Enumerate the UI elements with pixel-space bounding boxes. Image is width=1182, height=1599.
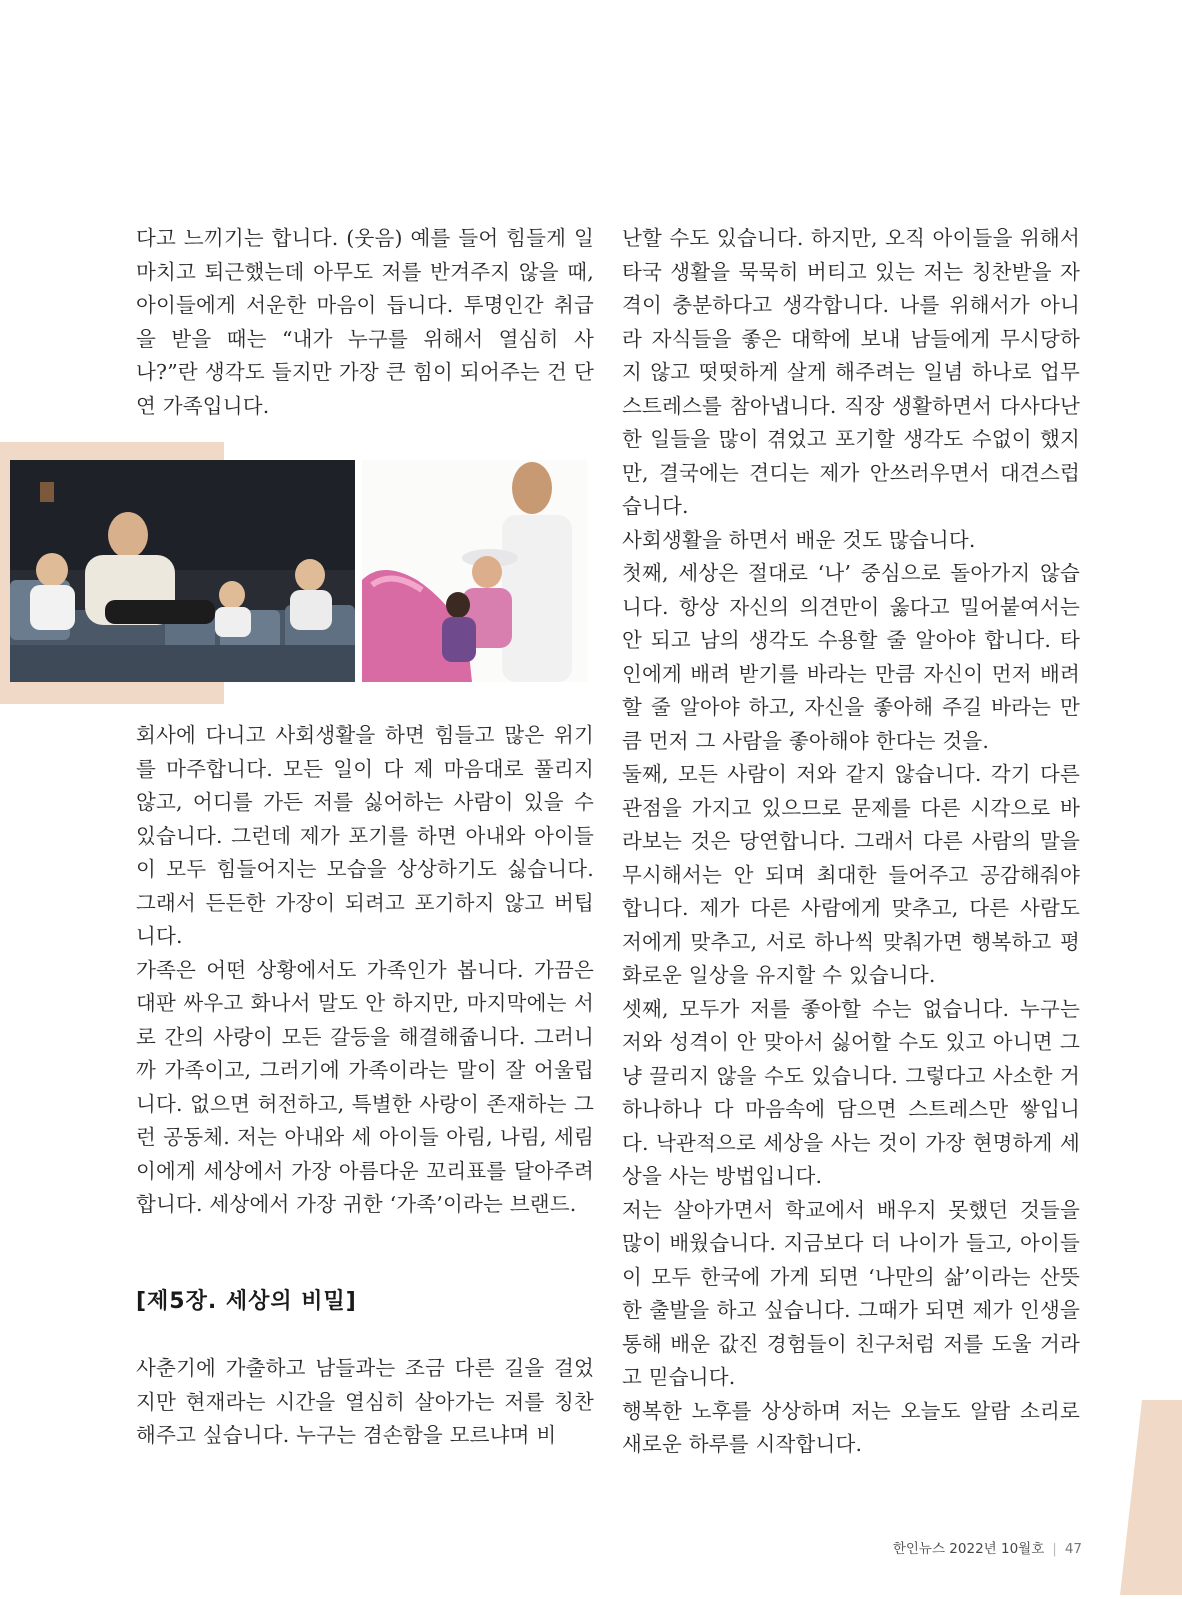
corner-accent-shape [1120, 1400, 1182, 1595]
paragraph: 셋째, 모두가 저를 좋아할 수는 없습니다. 누구는 저와 성격이 안 맞아서 싫어할 수도 있고 아니면 그냥 끌리지 않을 수도 있습니다. 그렇다고 사소한 거 하나하나 다 마음속에 담으면 스트레스만 쌓입니다. 낙관적으로 세상을 사는 것이 가장 현명하게 세상을 사는 방법입니다. [622, 996, 1080, 1188]
paragraph: 난할 수도 있습니다. 하지만, 오직 아이들을 위해서 타국 생활을 묵묵히 버티고 있는 저는 칭찬받을 자격이 충분하다고 생각합니다. 나를 위해서가 아니라 자식들을 좋은 대학에 보내 남들에게 무시당하지 않고 떳떳하게 살게 해주려는 일념 하나로 업무 스트레스를 참아냅니다. 직장 생활하면서 다사다난한 일들을 많이 겪었고 포기할 생각도 수없이 했지만, 결국에는 견디는 제가 안쓰러우면서 대견스럽습니다. [622, 226, 1080, 518]
article-column-left-bottom [136, 719, 594, 1222]
page-footer [893, 1537, 1082, 1557]
paragraph: 가족은 어떤 상황에서도 가족인가 봅니다. 가끔은 대판 싸우고 화나서 말도 안 하지만, 마지막에는 서로 간의 사랑이 모든 갈등을 해결해줍니다. 그러니까 가족이고, 그러기에 가족이라는 말이 잘 어울립니다. 없으면 허전하고, 특별한 사랑이 존재하는 그런 공동체. 저는 아내와 세 아이들 아림, 나림, 세림이에게 세상에서 가장 아름다운 꼬리표를 달아주려 합니다. 세상에서 가장 귀한 ‘가족’이라는 브랜드. [136, 957, 594, 1216]
paragraph: 회사에 다니고 사회생활을 하면 힘들고 많은 위기를 마주합니다. 모든 일이 다 제 마음대로 풀리지 않고, 어디를 가든 저를 싫어하는 사람이 있을 수 있습니다. 그런데 제가 포기를 하면 아내와 아이들이 모두 힘들어지는 모습을 상상하기도 싫습니다. 그래서 든든한 가장이 되려고 포기하지 않고 버팁니다. [136, 723, 594, 948]
paragraph: 다고 느끼기는 합니다. (웃음) 예를 들어 힘들게 일 마치고 퇴근했는데 아무도 저를 반겨주지 않을 때, 아이들에게 서운한 마음이 듭니다. 투명인간 취급을 받을 때는 “내가 누구를 위해서 열심히 사나?”란 생각도 들지만 가장 큰 힘이 되어주는 건 단연 가족입니다. [136, 226, 594, 418]
family-cinema-photo [10, 460, 355, 682]
paragraph: 첫째, 세상은 절대로 ‘나’ 중심으로 돌아가지 않습니다. 항상 자신의 의견만이 옳다고 밀어붙여서는 안 되고 남의 생각도 수용할 줄 알아야 합니다. 타인에게 배려 받기를 바라는 만큼 자신이 먼저 배려할 줄 알아야 하고, 자신을 좋아해 주길 바라는 만큼 먼저 그 사람을 좋아해야 한다는 것을. [622, 561, 1080, 753]
paragraph: 행복한 노후를 상상하며 저는 오늘도 알람 소리로 새로운 하루를 시작합니다. [622, 1398, 1080, 1456]
chapter-heading: [제5장. 세상의 비밀] [136, 1289, 357, 1314]
publication-name: 한인뉴스 2022년 10월호 [892, 1541, 1045, 1557]
paragraph: 사회생활을 하면서 배운 것도 많습니다. [622, 527, 976, 552]
footer-separator: | [1052, 1541, 1057, 1557]
article-column-left-end [136, 1352, 594, 1453]
article-column-left-top [136, 222, 594, 423]
paragraph: 둘째, 모든 사람이 저와 같지 않습니다. 각기 다른 관점을 가지고 있으므로 문제를 다른 시각으로 바라보는 것은 당연합니다. 그래서 다른 사람의 말을 무시해서는 안 되며 최대한 들어주고 공감해줘야 합니다. 제가 다른 사람에게 맞추고, 다른 사람도 저에게 맞추고, 서로 하나씩 맞춰가면 행복하고 평화로운 일상을 유지할 수 있습니다. [622, 762, 1080, 987]
paragraph: 사춘기에 가출하고 남들과는 조금 다른 길을 걸었지만 현재라는 시간을 열심히 살아가는 저를 칭찬해주고 싶습니다. 누구는 겸손함을 모르냐며 비 [136, 1356, 594, 1447]
article-column-right [622, 222, 1080, 1462]
paragraph: 저는 살아가면서 학교에서 배우지 못했던 것들을 많이 배웠습니다. 지금보다 더 나이가 들고, 아이들이 모두 한국에 가게 되면 ‘나만의 삶’이라는 산뜻한 출발을 하고 싶습니다. 그때가 되면 제가 인생을 통해 배운 값진 경험들이 친구처럼 저를 도울 거라고 믿습니다. [622, 1197, 1080, 1389]
page-number: 47 [1064, 1541, 1082, 1557]
family-ride-photo [362, 460, 587, 682]
